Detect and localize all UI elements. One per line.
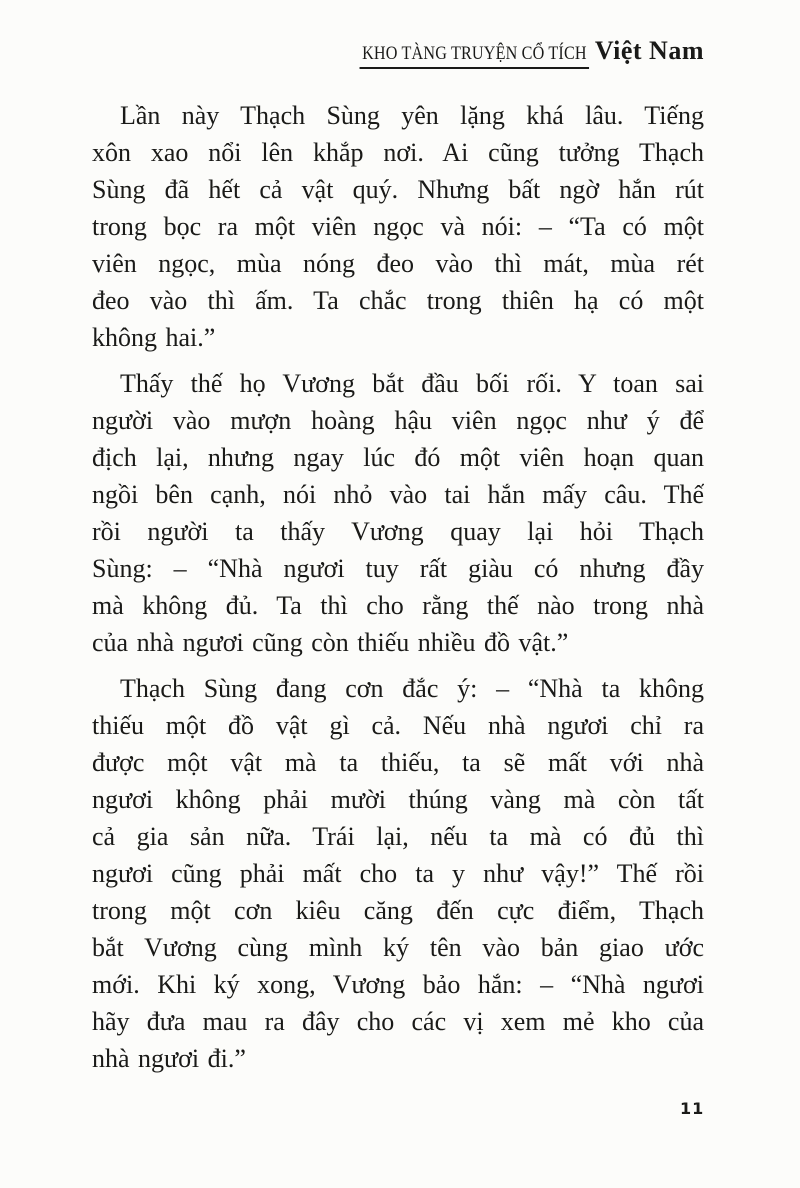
text-line: đeo vào thì ấm. Ta chắc trong thiên hạ có một xyxy=(92,286,704,315)
text-line: viên ngọc, mùa nóng đeo vào thì mát, mùa rét xyxy=(92,249,704,278)
text-line: nhà ngươi đi.” xyxy=(92,1044,246,1073)
text-line: Thấy thế họ Vương bắt đầu bối rối. Y toan sai xyxy=(120,369,704,398)
page-number: 11 xyxy=(680,1099,705,1118)
text-line: của nhà ngươi cũng còn thiếu nhiều đồ vật.” xyxy=(92,628,569,657)
text-line: địch lại, nhưng ngay lúc đó một viên hoạn quan xyxy=(92,443,704,472)
text-line: cả gia sản nữa. Trái lại, nếu ta mà có đủ thì xyxy=(92,822,704,851)
paragraph xyxy=(92,97,704,356)
text-line: ngươi cũng phải mất cho ta y như vậy!” Thế rồi xyxy=(92,859,704,888)
text-line: được một vật mà ta thiếu, ta sẽ mất với nhà xyxy=(92,748,704,777)
text-line: bắt Vương cùng mình ký tên vào bản giao ước xyxy=(92,933,704,962)
text-line: không hai.” xyxy=(92,323,216,352)
paragraph xyxy=(92,365,704,661)
text-line: mới. Khi ký xong, Vương bảo hắn: – “Nhà ngươi xyxy=(92,970,704,999)
text-line: ngươi không phải mười thúng vàng mà còn tất xyxy=(92,785,704,814)
text-line: Sùng đã hết cả vật quý. Nhưng bất ngờ hắn rút xyxy=(92,175,704,204)
paragraph xyxy=(92,670,704,1077)
book-title: Việt Nam xyxy=(594,36,704,65)
text-line: người vào mượn hoàng hậu viên ngọc như ý để xyxy=(92,406,704,435)
text-line: ngồi bên cạnh, nói nhỏ vào tai hắn mấy câu. Thế xyxy=(92,480,704,509)
series-title: KHO TÀNG TRUYỆN CỔ TÍCH xyxy=(359,43,589,69)
text-line: rồi người ta thấy Vương quay lại hỏi Thạch xyxy=(92,517,704,546)
text-line: trong bọc ra một viên ngọc và nói: – “Ta có một xyxy=(92,212,704,241)
text-line: Sùng: – “Nhà ngươi tuy rất giàu có nhưng đầy xyxy=(92,554,704,583)
text-line: mà không đủ. Ta thì cho rằng thế nào trong nhà xyxy=(92,591,704,620)
text-line: thiếu một đồ vật gì cả. Nếu nhà ngươi chỉ ra xyxy=(92,711,704,740)
text-line: trong một cơn kiêu căng đến cực điểm, Thạch xyxy=(92,896,704,925)
text-line: Thạch Sùng đang cơn đắc ý: – “Nhà ta không xyxy=(120,674,704,703)
text-line: xôn xao nổi lên khắp nơi. Ai cũng tưởng Thạch xyxy=(92,138,704,167)
text-column xyxy=(92,97,704,1086)
text-line: Lần này Thạch Sùng yên lặng khá lâu. Tiếng xyxy=(120,101,704,130)
text-line: hãy đưa mau ra đây cho các vị xem mẻ kho của xyxy=(92,1007,704,1036)
running-header xyxy=(92,36,704,69)
